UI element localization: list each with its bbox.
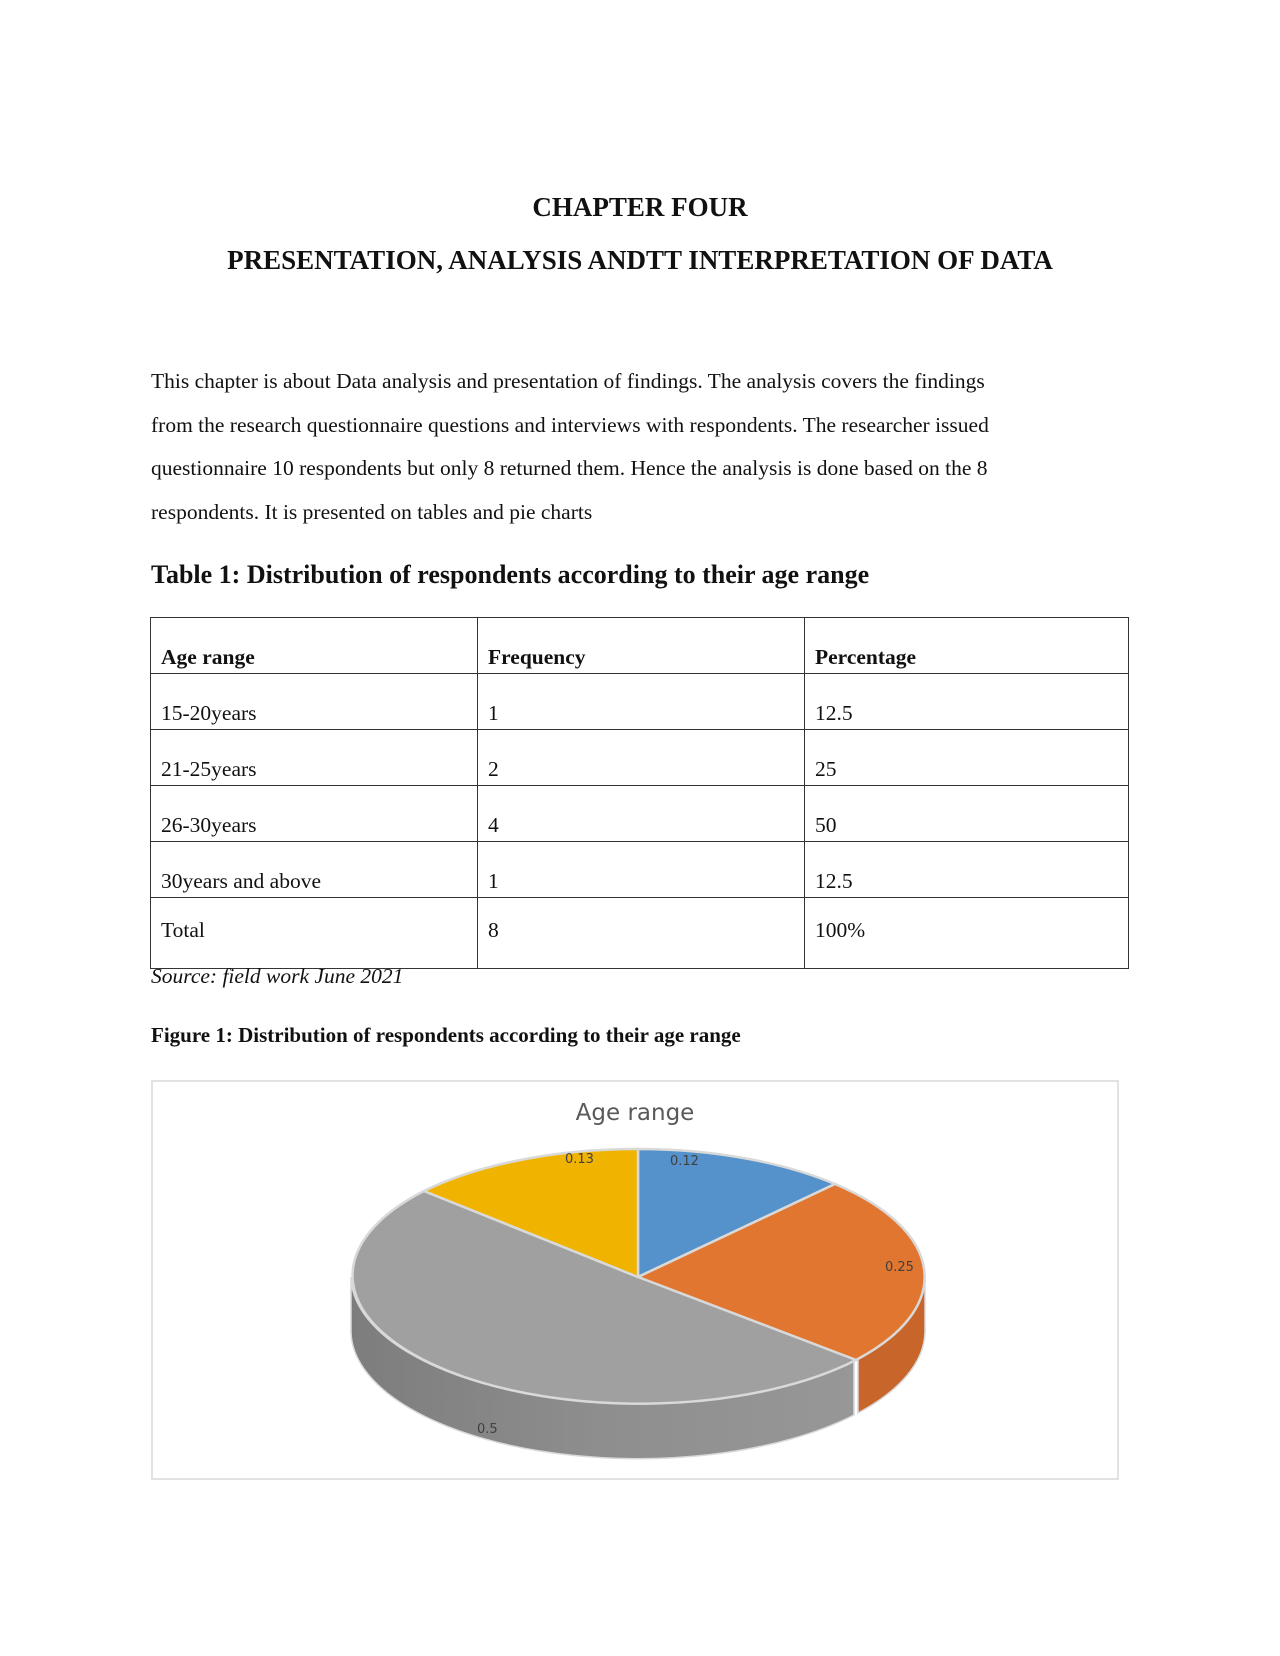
cell-total-percentage: 100% (805, 898, 1129, 969)
pie-chart (151, 1080, 1119, 1480)
age-range-table (150, 617, 1129, 969)
table-row (151, 674, 1129, 730)
cell-frequency: 4 (478, 786, 805, 842)
header-age-range: Age range (151, 618, 478, 674)
cell-age-range: 30years and above (151, 842, 478, 898)
label-gray: 0.5 (477, 1422, 498, 1437)
cell-percentage: 50 (805, 786, 1129, 842)
cell-percentage: 25 (805, 730, 1129, 786)
cell-age-range: 26-30years (151, 786, 478, 842)
cell-percentage: 12.5 (805, 842, 1129, 898)
cell-age-range: 21-25years (151, 730, 478, 786)
intro-line: from the research questionnaire questions and interviews with respondents. The researcher issued (151, 412, 989, 437)
table-source: Source: field work June 2021 (151, 964, 404, 988)
cell-total-frequency: 8 (478, 898, 805, 969)
intro-paragraph (151, 360, 1131, 534)
cell-frequency: 1 (478, 674, 805, 730)
label-blue: 0.12 (670, 1154, 699, 1169)
intro-line: questionnaire 10 respondents but only 8 returned them. Hence the analysis is done based on the 8 (151, 456, 988, 480)
table-header-row (151, 618, 1129, 674)
cell-frequency: 2 (478, 730, 805, 786)
table-row (151, 786, 1129, 842)
header-frequency: Frequency (478, 618, 805, 674)
figure-caption: Figure 1: Distribution of respondents according to their age range (151, 1023, 741, 1047)
label-yellow: 0.13 (565, 1152, 594, 1167)
chapter-heading: CHAPTER FOUR (532, 192, 748, 222)
intro-line: This chapter is about Data analysis and presentation of findings. The analysis covers the findings (151, 369, 985, 393)
chapter-title: PRESENTATION, ANALYSIS ANDTT INTERPRETATION OF DATA (227, 245, 1053, 275)
table-row (151, 730, 1129, 786)
header-percentage: Percentage (805, 618, 1129, 674)
table-total-row (151, 898, 1129, 969)
cell-percentage: 12.5 (805, 674, 1129, 730)
intro-line: respondents. It is presented on tables and pie charts (151, 499, 593, 524)
cell-frequency: 1 (478, 842, 805, 898)
pie-chart-graphic (153, 1082, 1117, 1478)
cell-age-range: 15-20years (151, 674, 478, 730)
label-orange: 0.25 (885, 1260, 914, 1275)
cell-total-label: Total (151, 898, 478, 969)
table-title: Table 1: Distribution of respondents according to their age range (151, 560, 870, 589)
chart-title: Age range (575, 1100, 695, 1126)
table-row (151, 842, 1129, 898)
